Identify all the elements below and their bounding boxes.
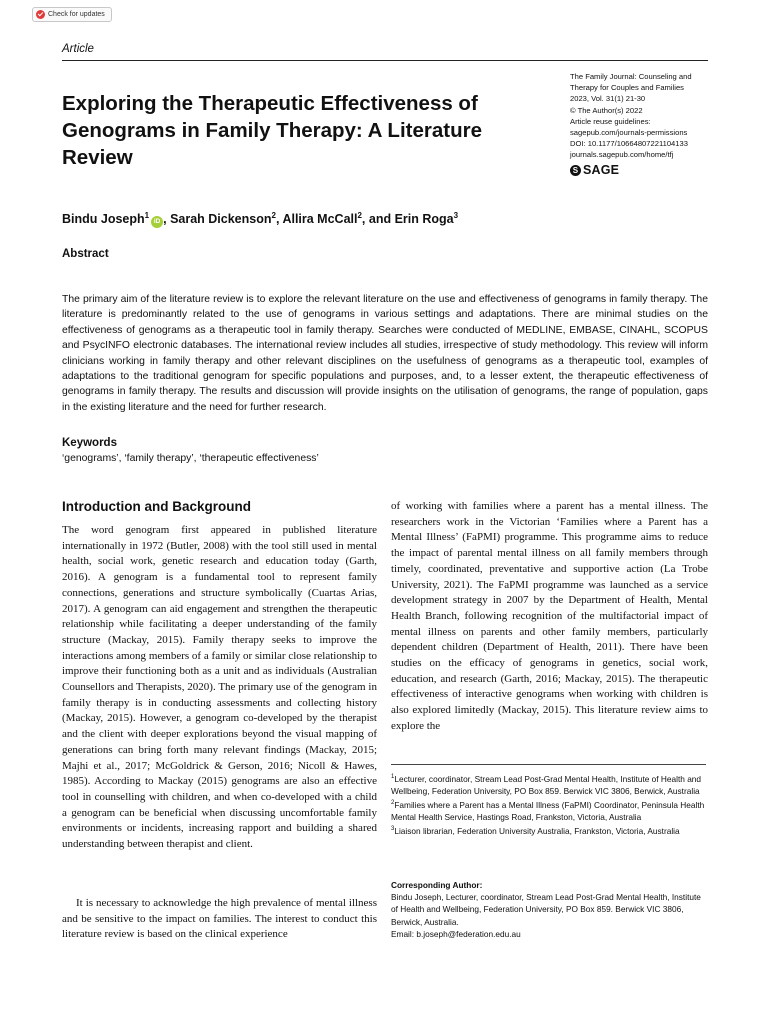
email-label: Email: [391,928,415,939]
email-link[interactable]: b.joseph@federation.edu.au [416,928,521,939]
journal-info [570,71,730,161]
body-paragraph: The word genogram first appeared in published literature internationally in 1972 (Butler, 2008) with the tool still used in mental health, social work, genetic research and education today (Garth, 2016). A genogram is a fundamental tool to represent family connections, generations and structure symbolically (Cuartas Arias, 2017). A genogram can aid engagement and strengthen the therapeutic relationship while facilitating a deeper understanding of the family structure (Mackay, 2015). Family therapy seeks to improve the interactions among members of a family or similar close relationship to improve their functioning both as a unit and as individuals (Australian Counsellors and Therapists, 2020). The primary use of the genogram in family therapy is in conducting assessments and collecting history (Mackay, 2015). However, a genogram co-developed by the therapist and the client with deeper explorations beyond the visual mapping of generations can bring forth many relevant findings (Mackay, 2015; Majhi et al., 2017; McGoldrick & Gerson, 2016; Nicoll & Hawes, 1985). According to Mackay (2015) genograms are also an effective tool in counselling with children, and when co-developed with a child a genogram can be beneficial when discussing uncomfortable family environments or incidents, increasing rapport and building a shared understanding between therapist and client. [62,524,377,851]
abstract-text: The primary aim of the literature review is to explore the relevant literature on the use and effectiveness of genograms in family therapy. The literature is predominantly related to the use of genograms in various settings and adaptations. There are minimal studies on the effectiveness of genograms as a therapeutic tool in family therapy. Searches were conducted of MEDLINE, EMBASE, CINAHL, SCOPUS and PsycINFO electronic databases. The international review includes all studies, irrespective of study methodology. This review will inform clinicians working in family therapy and other relevant disciplines on the usefulness of genograms as a therapeutic tool, examples of adaptations to the traditional genogram for specific populations and purposes, and, to a lesser extent, the therapeutic effectiveness of genograms in family therapy. The results and discussion will provide insights on the utilisation of genograms, the range of population, gaps in the existing literature and the need for further research. [62,294,708,413]
journal-home-link[interactable]: journals.sagepub.com/home/tfj [570,150,674,160]
footnote-divider [391,764,706,765]
keywords-heading: Keywords [62,437,117,449]
body-paragraph: of working with families where a parent has a mental illness. The researchers work in the Victorian ‘Families where a Parent has a Mental Illness’ (FaPMI) programme. This programme aims to reduce the impact of parental mental illness on all family members through timely, coordinated, preventative and supportive action (La Trobe University, 2021). The FaPMI programme was launched as a service development strategy in 2007 by the Department of Health, Mental Health Branch, following recognition of the multifactorial impact of mental illness on parents and other family members, particularly dependent children (Department of Health, 2011). There have been studies on the efficacy of genograms in genetics, social work, education, and research (Garth, 2016; Mackay, 2015). The therapeutic effectiveness of interactive genograms when working with children is also explored limitedly (Mackay, 2015). This literature review aims to explore the [391,500,708,732]
check-updates-icon [36,10,45,19]
footnote-text: Liaison librarian, Federation University Australia, Frankston, Victoria, Australia [394,826,680,837]
author-affiliation-sup: 3 [453,211,459,220]
sage-logo [570,163,619,177]
permissions-link[interactable]: sagepub.com/journals-permissions [570,128,688,138]
journal-info-line: © The Author(s) 2022 [570,105,643,115]
footnote [391,771,709,797]
check-for-updates-badge[interactable] [32,7,112,22]
header-divider [62,60,708,61]
footnote-text: Families where a Parent has a Mental Illness (FaPMI) Coordinator, Peninsula Health Mental Health Service, Hastings Road, Frankston, Victoria, Australia [391,799,705,823]
check-updates-label: Check for updates [48,11,105,18]
affiliation-footnotes [391,771,709,837]
author-affiliation-sup: 1 [144,211,150,220]
corresponding-author [391,879,709,940]
journal-info-line: The Family Journal: Counseling and [570,72,692,81]
keywords-text: ‘genograms’, ‘family therapy’, ‘therapeutic effectiveness’ [62,453,319,464]
footnote [391,797,709,823]
body-paragraph: It is necessary to acknowledge the high prevalence of mental illness and be sensitive to the impact on families. The interest to conduct this literature review is based on the clinical experience [62,897,377,941]
article-title: Exploring the Therapeutic Effectiveness of Genograms in Family Therapy: A Literature Review [62,92,482,169]
author-name: Bindu Joseph [62,212,145,227]
author-affiliation-sup: 2 [271,211,276,220]
author-list: Bindu Joseph$^1$iD , Sarah Dickenson$^2$, Allira McCall$^2$, and Erin Roga$^3$ [62,211,459,227]
footnote-sup: 3 [391,826,395,833]
footnote-text: Lecturer, coordinator, Stream Lead Post-Grad Mental Health, Institute of Health and Wellbeing, Federation University, PO Box 859. Berwick VIC 3806, Berwick, Australia [391,773,702,796]
article-type: Article [62,43,94,55]
author-affiliation-sup: 2 [357,211,362,220]
author-name: Allira McCall [282,212,358,227]
author-name: Erin Roga [394,212,454,227]
author-name: Sarah Dickenson [170,212,272,227]
footnote-sup: 1 [391,774,395,780]
section-heading: Introduction and Background [62,499,251,514]
doi-link[interactable]: DOI: 10.1177/10664807221104133 [570,139,688,149]
sage-logo-text: SAGE [583,163,620,177]
journal-info-line: Therapy for Couples and Families [570,83,684,93]
abstract-heading: Abstract [62,248,109,260]
corresponding-heading: Corresponding Author: [391,880,483,890]
orcid-icon[interactable]: iD [151,216,163,228]
journal-info-line: 2023, Vol. 31(1) 21-30 [570,94,646,104]
sage-logo-icon: S [570,165,581,176]
corresponding-email-line [391,928,709,940]
journal-info-line: Article reuse guidelines: [570,116,651,126]
corresponding-text: Bindu Joseph, Lecturer, coordinator, Stream Lead Post-Grad Mental Health, Institute of Health and Wellbeing, Federation University, PO Box 859. Berwick VIC 3806, Berwick, Australia. [391,892,701,927]
footnote [391,823,709,837]
footnote-sup: 2 [391,800,395,807]
